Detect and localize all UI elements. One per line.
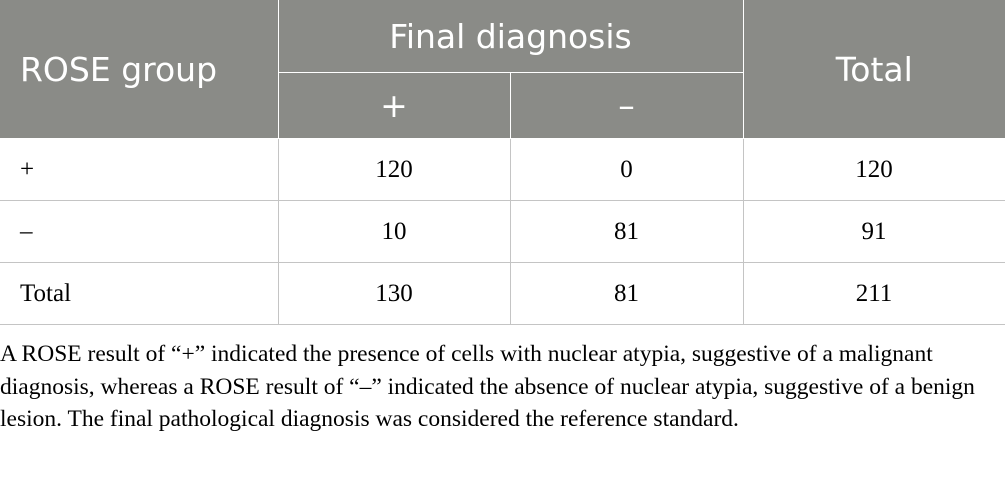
positive-header: + xyxy=(278,73,510,139)
total-cell: 211 xyxy=(743,263,1005,325)
negative-cell: 0 xyxy=(510,139,743,201)
positive-cell: 130 xyxy=(278,263,510,325)
total-header: Total xyxy=(743,0,1005,139)
table-header xyxy=(0,0,1005,139)
final-diagnosis-header: Final diagnosis xyxy=(278,0,743,73)
table-row xyxy=(0,263,1005,325)
positive-cell: 10 xyxy=(278,201,510,263)
negative-cell: 81 xyxy=(510,263,743,325)
row-label: – xyxy=(0,201,278,263)
total-cell: 91 xyxy=(743,201,1005,263)
header-row-top xyxy=(0,0,1005,73)
negative-cell: 81 xyxy=(510,201,743,263)
table-footnote: A ROSE result of “+” indicated the presence of cells with nuclear atypia, suggestive of a malignant diagnosis, whereas a ROSE result of “–” indicated the absence of nuclear atypia, suggestive of a benign lesion. The final pathological diagnosis was considered the reference standard. xyxy=(0,341,975,432)
table-body xyxy=(0,139,1005,325)
negative-header: – xyxy=(510,73,743,139)
positive-cell: 120 xyxy=(278,139,510,201)
table-row xyxy=(0,139,1005,201)
table-row xyxy=(0,201,1005,263)
row-label: Total xyxy=(0,263,278,325)
rose-group-header: ROSE group xyxy=(0,0,278,139)
total-cell: 120 xyxy=(743,139,1005,201)
row-label: + xyxy=(0,139,278,201)
